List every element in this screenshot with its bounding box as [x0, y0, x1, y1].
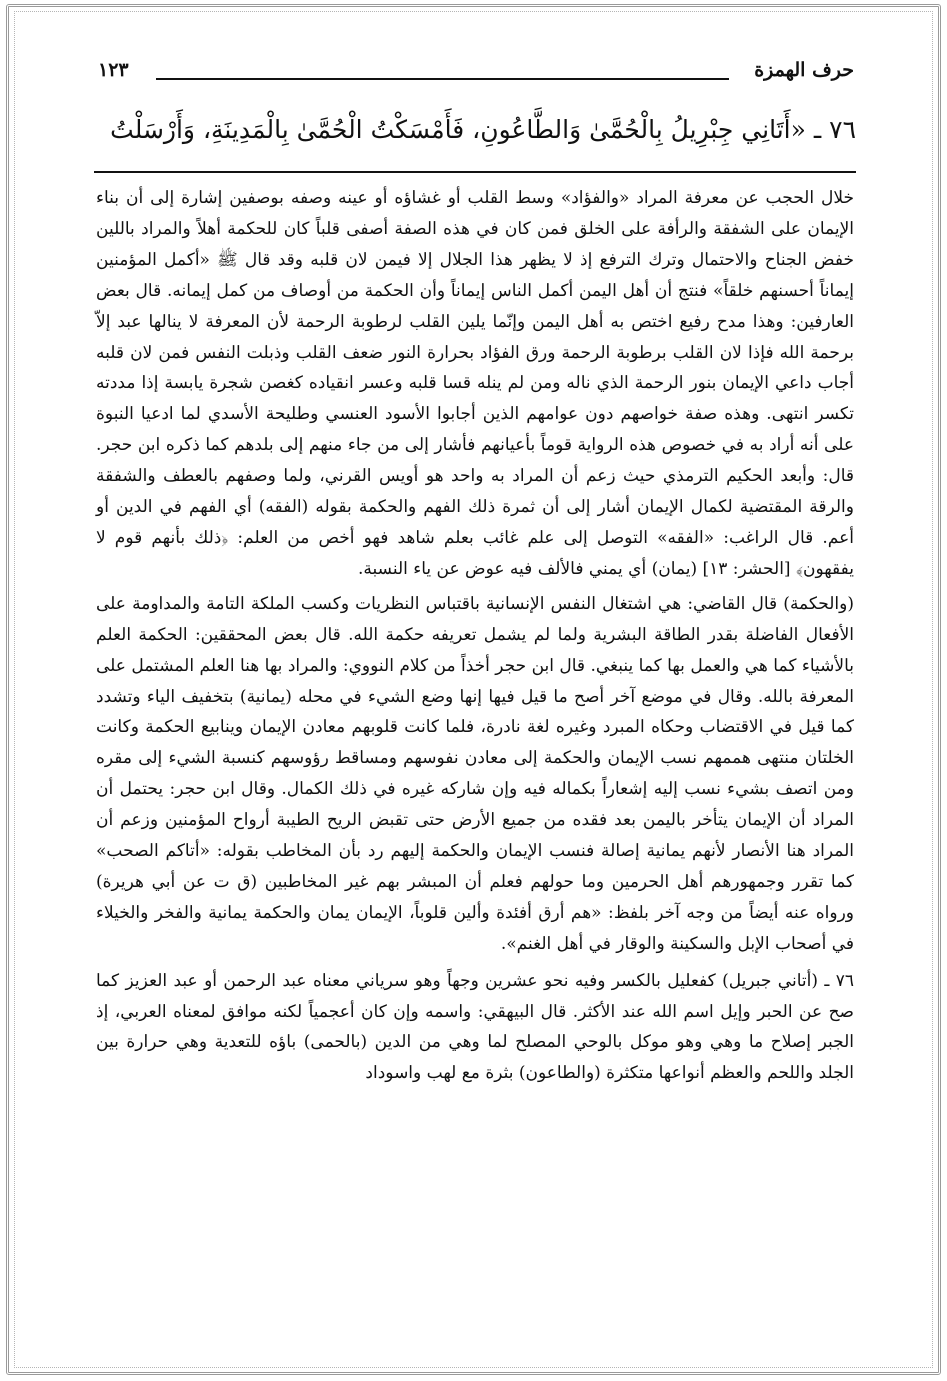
commentary-paragraph: ٧٦ ـ (أتاني جبريل) كفعليل بالكسر وفيه نحو عشرين وجهاً وهو سرياني معناه عبد الرحمن أو عبد العزيز كما صح عن الحبر وإيل اسم الله عند الأكثر. قال البيهقي: واسمه وإن كان أعجمياً لكنه موافق لمعناه العربي، إذ الجبر إصلاح ما وهي وهو موكل بالوحي المصلح لما وهي من الدين (بالحمى) باؤه للتعدية وهي حرارة بين الجلد واللحم والعظم أنواعها متكثرة (والطاعون) بثرة مع لهب واسوداد — [96, 970, 854, 1084]
chapter-title: حرف الهمزة — [754, 59, 854, 81]
running-header — [98, 52, 854, 92]
section-separator — [94, 171, 856, 173]
commentary-paragraph: (والحكمة) قال القاضي: هي اشتغال النفس الإنسانية باقتباس النظريات وكسب الملكة التامة والمداومة على الأفعال الفاضلة بقدر الطاقة البشرية ولما لم يشمل تعريفه حكمة الله. قال بعض المحققين: الحكمة العلم بالأشياء كما هي والعمل بها كما ينبغي. قال ابن حجر أخذاً من كلام النووي: والمراد بها هنا العلم المشتمل على المعرفة بالله. وقال في موضع آخر أصح ما قيل فيها إنها وضع الشيء في محله (يمانية) بتخفيف الياء وتشدد كما قيل في الاقتضاب وحكاه المبرد وغيره لغة نادرة، فلما كانت قلوبهم معادن الإيمان وينابيع الحكمة وكانت الخلتان منتهى هممهم نسب الإيمان والحكمة إلى معادن نفوسهم ومساقط رؤوسهم كنسبة الشيء إلى مقره ومن اتصف بشيء نسب إليه إشعاراً بكماله فيه وإن شاركه غيره في ذلك الكمال. وقال ابن حجر: يحتمل أن المراد أن الإيمان يتأخر باليمن بعد فقده من جميع الأرض حتى تقبض الريح الطيبة أرواح المؤمنين وزعم أن المراد هنا الأنصار لأنهم يمانية إصالة فنسب الإيمان والحكمة إليهم رد بأن المخاطب بقوله: «أتاكم الصحب» كما تقرر وجمهورهم أهل الحرمين وما حولهم فعلم أن المبشر بهم غير المخاطبين (ق ت عن أبي هريرة) ورواه عنه أيضاً من وجه آخر بلفظ: «هم أرق أفئدة وألين قلوباً، الإيمان يمان والحكمة يمانية والفخر والخيلاء في أصحاب الإبل والسكينة والوقار في أهل الغنم». — [96, 593, 854, 954]
page-number: ١٢٣ — [98, 59, 129, 81]
hadith-text: ٧٦ ـ «أَتَانِي جِبْرِيلُ بِالْحُمَّىٰ وَالطَّاعُونِ، فَأَمْسَكْتُ الْحُمَّىٰ بِالْمَدِينَةِ، وَأَرْسَلْتُ — [110, 115, 856, 144]
commentary-body — [96, 183, 854, 1089]
header-rule — [156, 78, 729, 80]
commentary-paragraph: خلال الحجب عن معرفة المراد «والفؤاد» وسط القلب أو غشاؤه أو عينه وصفه بوصفين إشارة إلى أن بناء الإيمان على الشفقة والرأفة على الخلق فمن كان في هذه الصفة أصفى قلباً كان للحكمة أهلاً والمراد باللين خفض الجناح والاحتمال وترك الترفع إذ لا يظهر هذا الجلال إلا فيمن لان قلبه وقد قال ﷺ «أكمل المؤمنين إيماناً أحسنهم خلقاً» فنتج أن أهل اليمن أكمل الناس إيماناً وأن الحكمة من أوصاف من كمل إيمانه. قال بعض العارفين: وهذا مدح رفيع اختص به أهل اليمن وإنّما يلين القلب لرطوبة الرحمة لأن المعرفة لا ينالها عبد إلاّ برحمة الله فإذا لان القلب برطوبة الرحمة ورق الفؤاد بحرارة النور ضعف القلب وذبلت النفس فمن لان قلبه أجاب داعي الإيمان بنور الرحمة الذي ناله ومن لم ينله قسا قلبه وعسر انقياده كغصن شجرة يابسة إذا مددته تكسر انتهى. وهذه صفة خواصهم دون عوامهم الذين أجابوا الأسود العنسي وطليحة الأسدي لما ادعيا النبوة على أنه أراد به في خصوص هذه الرواية قوماً بأعيانهم فأشار إلى من جاء منهم إلى بلدهم كما ذكره ابن حجر. قال: وأبعد الحكيم الترمذي حيث زعم أن المراد به واحد هو أويس القرني، ولما وصفهم بالعطف والشفقة والرقة المقتضية لكمال الإيمان أشار إلى أن ثمرة ذلك الفهم والحكمة بقوله (الفقه) أي الفهم في الدين أو أعم. قال الراغب: «الفقه» التوصل إلى علم غائب بعلم شاهد فهو أخص من العلم: ﴿ذلك بأنهم قوم لا يفقهون﴾ [الحشر: ١٣] (يمان) أي يمني فالألف فيه عوض عن ياء النسبة. — [96, 188, 854, 579]
